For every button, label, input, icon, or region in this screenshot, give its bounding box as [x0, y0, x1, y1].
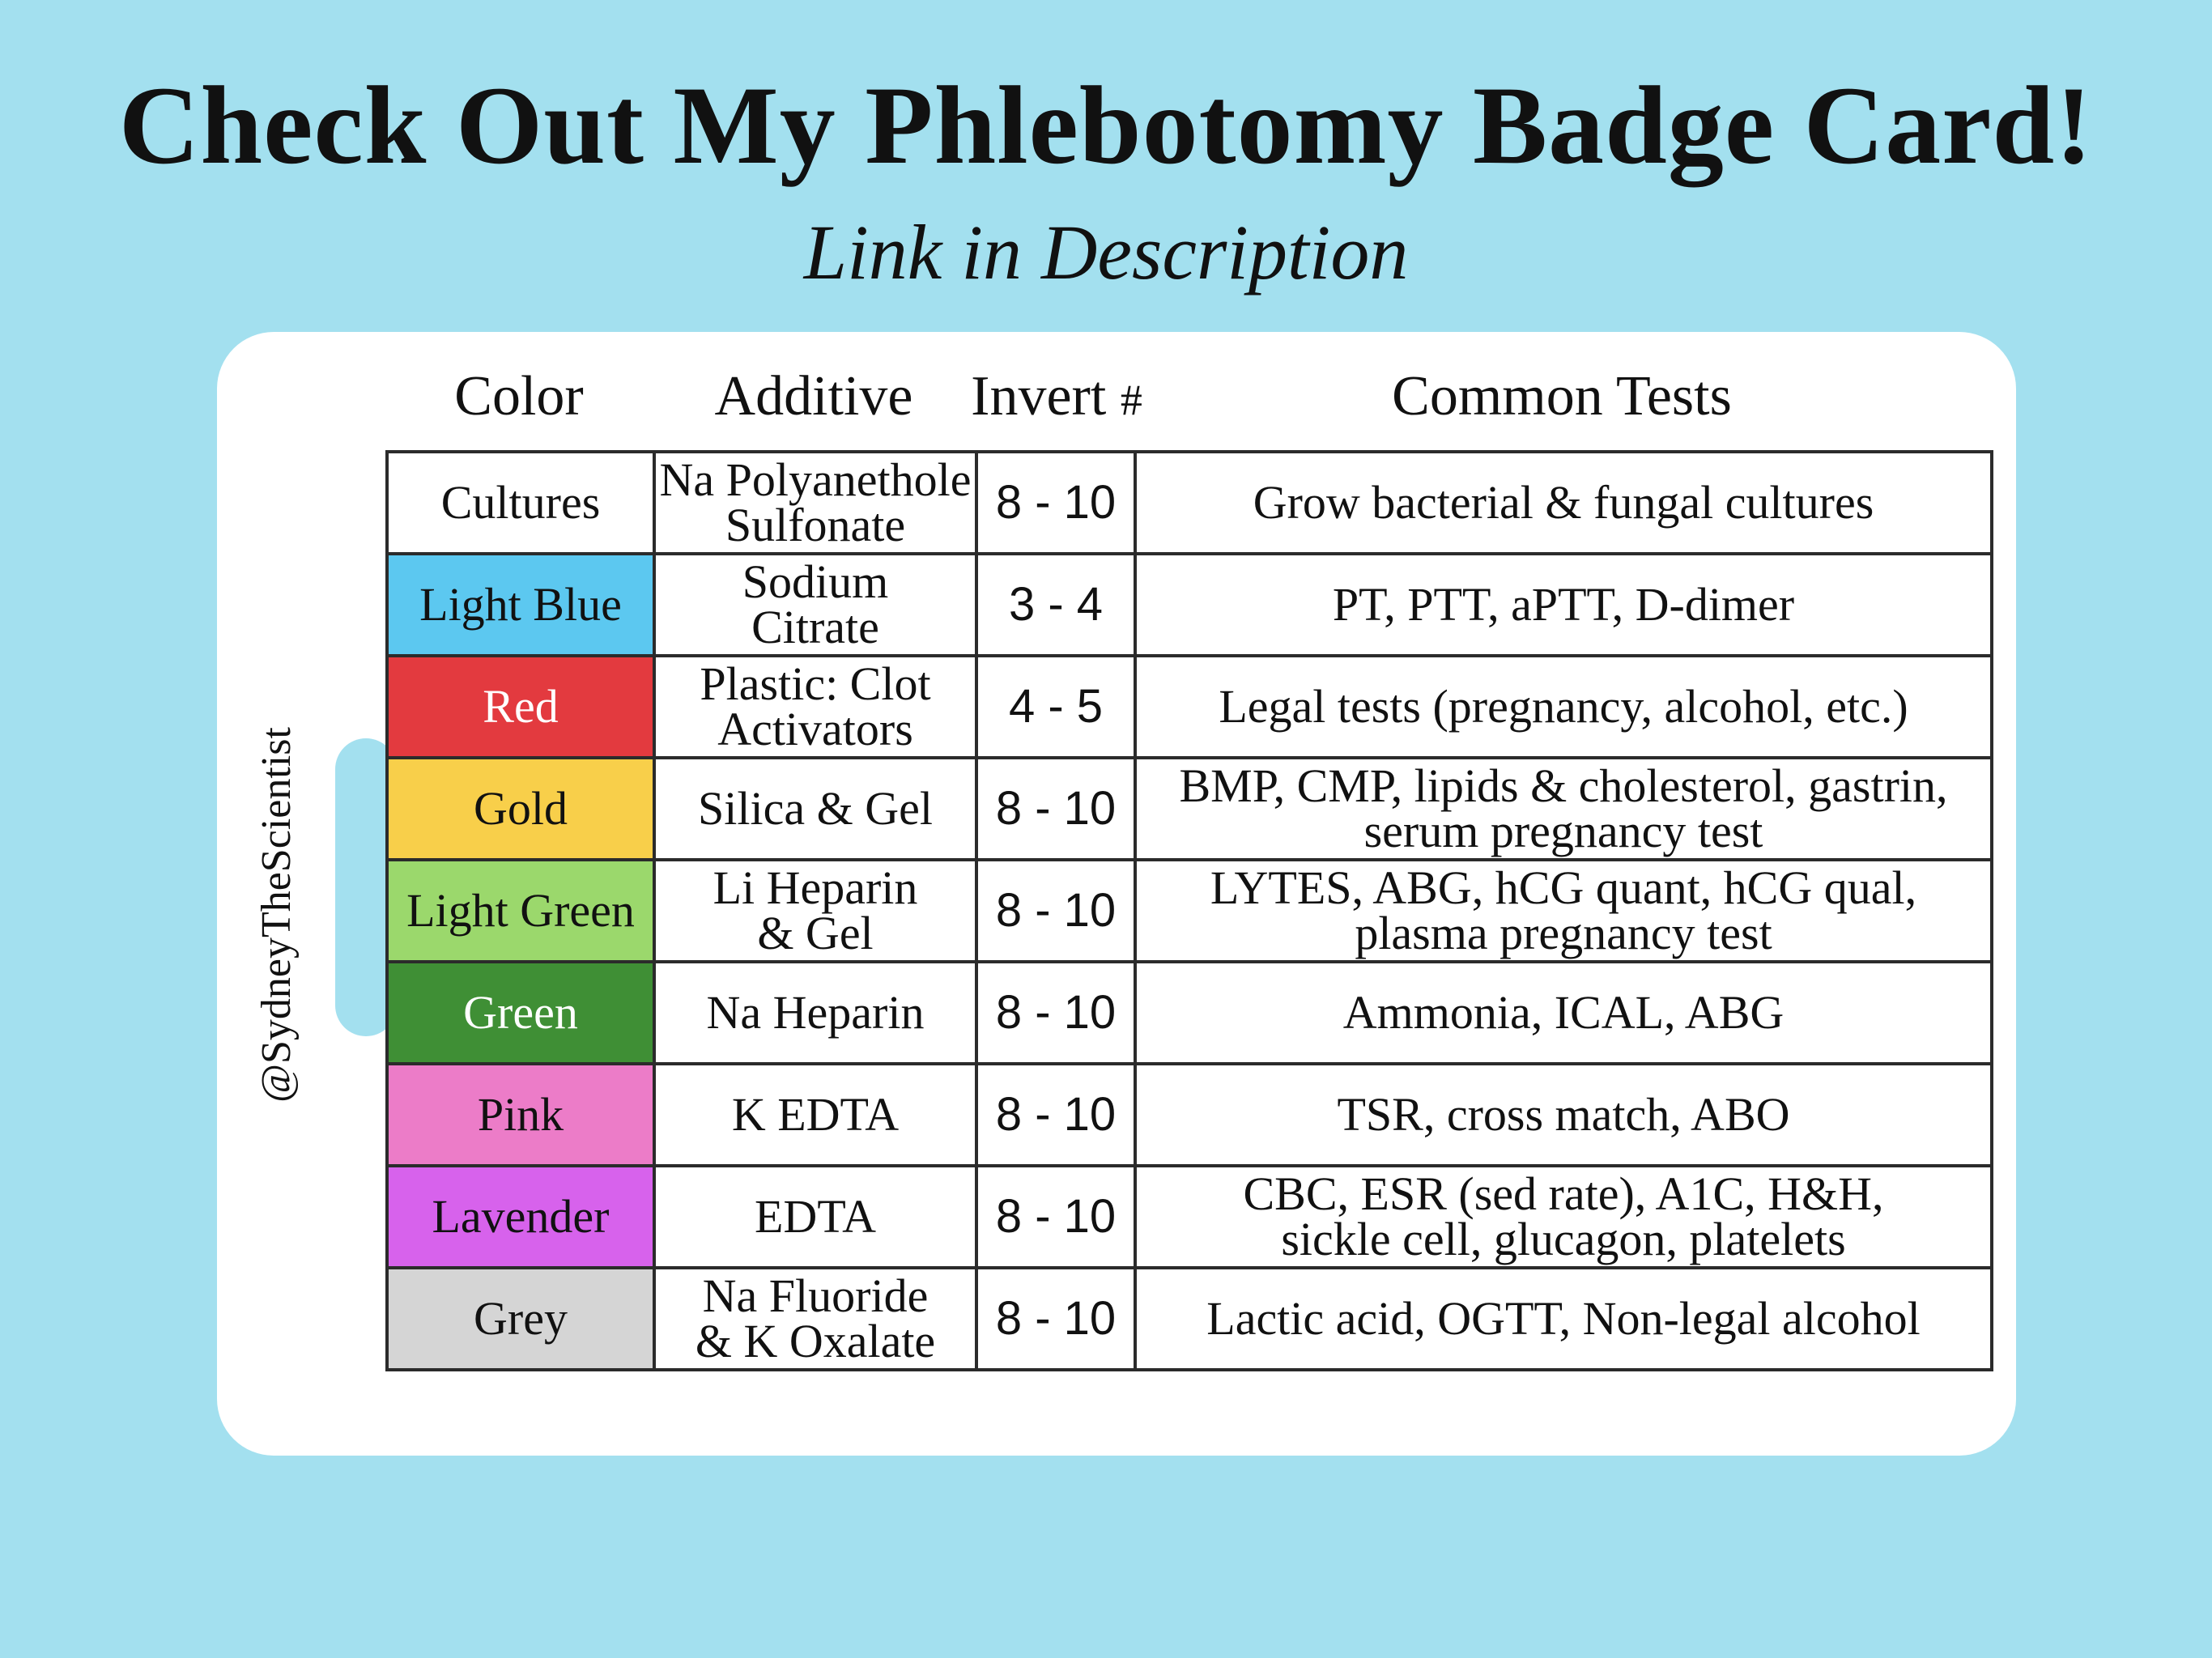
- invert-cell: [976, 452, 1135, 554]
- additive-text: Na Heparin: [706, 986, 925, 1039]
- tests-text: TSR, cross match, ABO: [1337, 1088, 1790, 1141]
- column-headers: [0, 360, 2212, 433]
- invert-count: 3 - 4: [1008, 578, 1104, 631]
- table-row: [387, 962, 1992, 1064]
- tube-color-cell: [387, 1268, 654, 1370]
- tube-color-label: Green: [463, 986, 578, 1039]
- tube-color-cell: [387, 1166, 654, 1268]
- tests-text: Lactic acid, OGTT, Non-legal alcohol: [1206, 1292, 1921, 1345]
- tests-cell: [1135, 1166, 1992, 1268]
- tests-text: serum pregnancy test: [1363, 805, 1763, 857]
- page-title: Check Out My Phlebotomy Badge Card!: [118, 63, 2094, 187]
- tests-text: Legal tests (pregnancy, alcohol, etc.): [1219, 680, 1908, 733]
- handle-text: @SydneyTheScientist: [253, 727, 300, 1103]
- invert-cell: [976, 656, 1135, 758]
- table-row: [387, 452, 1992, 554]
- additive-text: K EDTA: [731, 1088, 900, 1141]
- invert-count: 8 - 10: [995, 986, 1117, 1039]
- additive-text: Sulfonate: [725, 499, 906, 551]
- table-row: [387, 860, 1992, 962]
- tests-cell: [1135, 656, 1992, 758]
- tube-color-label: Pink: [477, 1088, 564, 1141]
- tube-color-label: Red: [483, 680, 559, 733]
- tests-cell: [1135, 1268, 1992, 1370]
- tube-color-label: Cultures: [440, 476, 601, 529]
- table-row: [387, 554, 1992, 656]
- additive-cell: [654, 860, 976, 962]
- tube-color-cell: [387, 1064, 654, 1166]
- additive-text: EDTA: [755, 1190, 876, 1243]
- tests-cell: [1135, 452, 1992, 554]
- invert-count: 4 - 5: [1008, 680, 1104, 733]
- invert-count: 8 - 10: [995, 1088, 1117, 1141]
- invert-cell: [976, 554, 1135, 656]
- header-additive: Additive: [714, 365, 913, 427]
- additive-text: Activators: [717, 703, 913, 755]
- tube-color-cell: [387, 554, 654, 656]
- tests-text: CBC, ESR (sed rate), A1C, H&H,: [1243, 1167, 1884, 1220]
- additive-text: & K Oxalate: [695, 1315, 936, 1367]
- tests-cell: [1135, 758, 1992, 860]
- additive-text: & Gel: [757, 907, 874, 959]
- tests-cell: [1135, 554, 1992, 656]
- tests-text: Grow bacterial & fungal cultures: [1253, 476, 1874, 529]
- invert-count: 8 - 10: [995, 1292, 1117, 1345]
- additive-text: Citrate: [751, 601, 879, 653]
- invert-cell: [976, 1064, 1135, 1166]
- tests-cell: [1135, 1064, 1992, 1166]
- tube-color-label: Light Blue: [419, 578, 622, 631]
- table-row: [387, 758, 1992, 860]
- additive-cell: [654, 1268, 976, 1370]
- invert-count: 8 - 10: [995, 884, 1117, 937]
- additive-cell: [654, 656, 976, 758]
- additive-cell: [654, 452, 976, 554]
- tube-color-label: Gold: [474, 782, 568, 835]
- invert-cell: [976, 758, 1135, 860]
- invert-count: 8 - 10: [995, 782, 1117, 835]
- header-invert: Invert #: [971, 365, 1142, 427]
- tube-color-label: Lavender: [432, 1190, 610, 1243]
- tests-text: LYTES, ABG, hCG quant, hCG qual,: [1210, 861, 1917, 914]
- additive-text: Na Polyanethole: [659, 453, 972, 506]
- additive-cell: [654, 758, 976, 860]
- tube-color-cell: [387, 656, 654, 758]
- additive-text: Sodium: [742, 555, 889, 608]
- invert-cell: [976, 1268, 1135, 1370]
- additive-cell: [654, 1064, 976, 1166]
- invert-count: 8 - 10: [995, 476, 1117, 529]
- invert-cell: [976, 962, 1135, 1064]
- tests-text: plasma pregnancy test: [1355, 907, 1772, 959]
- tests-cell: [1135, 962, 1992, 1064]
- additive-text: Na Fluoride: [702, 1269, 929, 1322]
- additive-text: Plastic: Clot: [700, 657, 931, 710]
- table-row: [387, 1166, 1992, 1268]
- tube-color-label: Light Green: [406, 884, 635, 937]
- tube-color-cell: [387, 758, 654, 860]
- tests-text: BMP, CMP, lipids & cholesterol, gastrin,: [1179, 759, 1948, 812]
- invert-cell: [976, 860, 1135, 962]
- tests-text: PT, PTT, aPTT, D-dimer: [1332, 578, 1795, 631]
- additive-cell: [654, 554, 976, 656]
- tests-cell: [1135, 860, 1992, 962]
- header-color: Color: [454, 365, 584, 427]
- invert-cell: [976, 1166, 1135, 1268]
- tube-table: [385, 450, 1993, 1371]
- additive-cell: [654, 1166, 976, 1268]
- invert-count: 8 - 10: [995, 1190, 1117, 1243]
- header-common-tests: Common Tests: [1392, 365, 1732, 427]
- tube-color-label: Grey: [474, 1292, 568, 1345]
- page-subtitle: Link in Description: [803, 209, 1409, 295]
- additive-text: Silica & Gel: [698, 782, 933, 835]
- table-row: [387, 1064, 1992, 1166]
- additive-cell: [654, 962, 976, 1064]
- table-row: [387, 656, 1992, 758]
- tests-text: Ammonia, ICAL, ABG: [1342, 986, 1784, 1039]
- tube-color-cell: [387, 452, 654, 554]
- tube-color-cell: [387, 962, 654, 1064]
- tests-text: sickle cell, glucagon, platelets: [1281, 1213, 1846, 1265]
- tube-color-cell: [387, 860, 654, 962]
- additive-text: Li Heparin: [713, 861, 918, 914]
- table-row: [387, 1268, 1992, 1370]
